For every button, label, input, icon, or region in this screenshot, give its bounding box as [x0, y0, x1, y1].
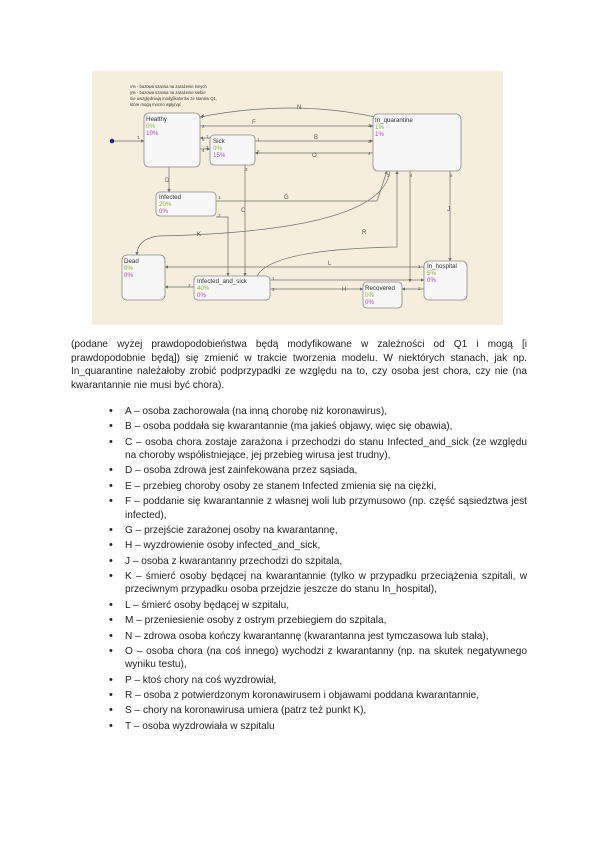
- priority-number: 1: [137, 135, 140, 140]
- priority-number: 1: [206, 134, 209, 139]
- state-sick-y: 15%: [213, 152, 226, 159]
- list-item: • K – śmierć osoby będącej na kwarantannie (tylko w przypadku przeciążenia szpitali, w przeciwnym przypadku osoba przejdzie jeszcze do stanu In_hospital),: [71, 570, 527, 597]
- state-in-hospital-name: In_hospital: [427, 263, 457, 270]
- label-f: F: [252, 120, 256, 126]
- list-item: • F – poddanie się kwarantannie z własnej woli lub przymusowo (np. część sąsiedztwa jest infected),: [71, 495, 527, 522]
- priority-number: 2: [188, 283, 191, 288]
- state-dead-name: Dead: [124, 258, 139, 265]
- list-item: • D – osoba zdrowa jest zainfekowana przez sąsiada,: [71, 464, 527, 477]
- priority-number: 2: [368, 139, 371, 144]
- state-sick-name: Sick: [213, 138, 225, 145]
- state-dead: [122, 255, 165, 300]
- label-o: O: [312, 153, 317, 159]
- list-item: • B – osoba poddała się kwarantannie (ma jakieś objawy, więc się obawia),: [71, 420, 527, 433]
- list-item: • G – przejście zarażonej osoby na kwarantannę,: [71, 524, 527, 537]
- state-infected-and-sick-x: 40%: [197, 285, 210, 292]
- legend-line-4: które mogą mocno wpłynąć: [130, 102, 181, 107]
- state-infected-and-sick: [194, 276, 270, 300]
- state-recovered: [363, 282, 402, 308]
- priority-number: 3: [202, 137, 205, 142]
- label-n: N: [297, 105, 302, 111]
- priority-number: 1: [368, 123, 371, 128]
- state-in-quarantine: [373, 114, 461, 171]
- label-h: H: [342, 287, 347, 293]
- transition-list: [71, 405, 527, 735]
- legend-line-1: x% - bazowa szansa na zarażenie innych: [130, 84, 207, 89]
- list-item: • N – zdrowa osoba kończy kwarantannę (kwarantanna jest tymczasowa lub stała),: [71, 630, 527, 643]
- state-infected-y: 0%: [159, 208, 168, 215]
- list-item: • P – ktoś chory na coś wyzdrowiał,: [71, 674, 527, 687]
- list-item: • S – chory na koronawirusa umiera (patrz też punkt K),: [71, 704, 527, 717]
- state-sick-x: 0%: [213, 145, 222, 152]
- label-r: R: [362, 230, 367, 236]
- priority-number: 3: [387, 173, 390, 178]
- list-item: • O – osoba chora (na coś innego) wychodzi z kwarantanny (np. na skutek negatywnego wyniku testu),: [71, 645, 527, 672]
- state-in-quarantine-name: In_quarantine: [375, 117, 413, 124]
- state-recovered-y: 0%: [365, 299, 374, 306]
- state-dead-x: 0%: [124, 265, 133, 272]
- priority-number: 2: [202, 124, 205, 129]
- state-in-hospital-x: 5%: [427, 270, 436, 277]
- label-c: C: [241, 208, 246, 214]
- state-infected: [156, 192, 216, 216]
- priority-number: 4: [410, 173, 413, 178]
- state-healthy-y: 10%: [146, 130, 159, 137]
- state-recovered-name: Recovered: [365, 285, 395, 292]
- priority-number: 4: [368, 151, 371, 156]
- description-paragraph: (podane wyżej prawdopodobieństwa będą modyfikowane w zależności od Q1 i mogą [i prawdopodobnie będą]) się zmienić w trakcie tworzenia modelu. W niektórych stanach, jak np. In_quarantine należałoby zrobić podprzypadki ze względu na to, czy osoba jest chora, czy nie (na kwarantannie nie musi być chora).: [71, 339, 527, 391]
- priority-number: 1: [218, 195, 221, 200]
- priority-number: 1: [257, 137, 260, 142]
- priority-number: 3: [272, 287, 275, 292]
- list-item: • L – śmierć osoby będącej w szpitalu,: [71, 599, 527, 612]
- state-in-quarantine-x: 1%: [375, 124, 384, 131]
- list-item: • E – przebieg choroby osoby ze stanem Infected zmienia się na ciężki,: [71, 480, 527, 493]
- state-healthy-name: Healthy: [146, 116, 167, 123]
- label-b: B: [314, 135, 319, 141]
- priority-number: 2: [257, 149, 260, 154]
- state-recovered-x: 0%: [365, 292, 374, 299]
- state-healthy: [144, 113, 200, 167]
- state-diagram: [92, 71, 503, 325]
- state-in-quarantine-y: 1%: [375, 131, 384, 138]
- state-infected-name: Infected: [159, 194, 182, 201]
- state-healthy-x: 0%: [146, 123, 155, 130]
- priority-number: 5: [450, 173, 453, 178]
- list-item: • C – osoba chora zostaje zarażona i przechodzi do stanu Infected_and_sick (ze względu na choroby współistniejące, jej przebieg wirusa jest trudny),: [71, 436, 527, 463]
- list-item: • M – przeniesienie osoby z ostrym przebiegiem do szpitala,: [71, 614, 527, 627]
- list-item: • R – osoba z potwierdzonym koronawirusem i objawami poddana kwarantannie,: [71, 689, 527, 702]
- priority-number: 4: [202, 148, 205, 153]
- state-infected-and-sick-name: Infected_and_sick: [197, 278, 247, 285]
- initial-state-dot: [110, 139, 115, 144]
- list-item: • T – osoba wyzdrowiała w szpitalu: [71, 720, 527, 733]
- priority-number: 3: [245, 167, 248, 172]
- legend-line-3: nie uwzględniają modyfikatorów ze stanów Q1,: [130, 96, 218, 101]
- priority-number: 1: [418, 264, 421, 269]
- state-sick: [210, 135, 255, 165]
- state-infected-and-sick-y: 0%: [197, 292, 206, 299]
- priority-number: 1: [202, 113, 205, 118]
- priority-number: 2: [418, 286, 421, 291]
- priority-number: 2: [218, 213, 221, 218]
- state-dead-y: 0%: [124, 272, 133, 279]
- label-l: L: [328, 261, 332, 267]
- state-in-hospital: [424, 261, 467, 300]
- legend-line-2: y% - bazowa szansa na zarażenie siebie: [130, 90, 206, 95]
- state-in-hospital-y: 0%: [427, 277, 436, 284]
- list-item: • H – wyzdrowienie osoby infected_and_sick,: [71, 539, 527, 552]
- list-item: • A – osoba zachorowała (na inną chorobę niż koronawirus),: [71, 405, 527, 418]
- label-j: J: [447, 207, 450, 213]
- priority-number: 2: [206, 145, 209, 150]
- list-item: • J – osoba z kwarantanny przechodzi do szpitala,: [71, 555, 527, 568]
- label-k: K: [197, 232, 202, 238]
- priority-number: 1: [272, 276, 275, 281]
- label-d: D: [165, 178, 170, 184]
- label-g: G: [284, 195, 289, 201]
- state-infected-x: 20%: [159, 201, 172, 208]
